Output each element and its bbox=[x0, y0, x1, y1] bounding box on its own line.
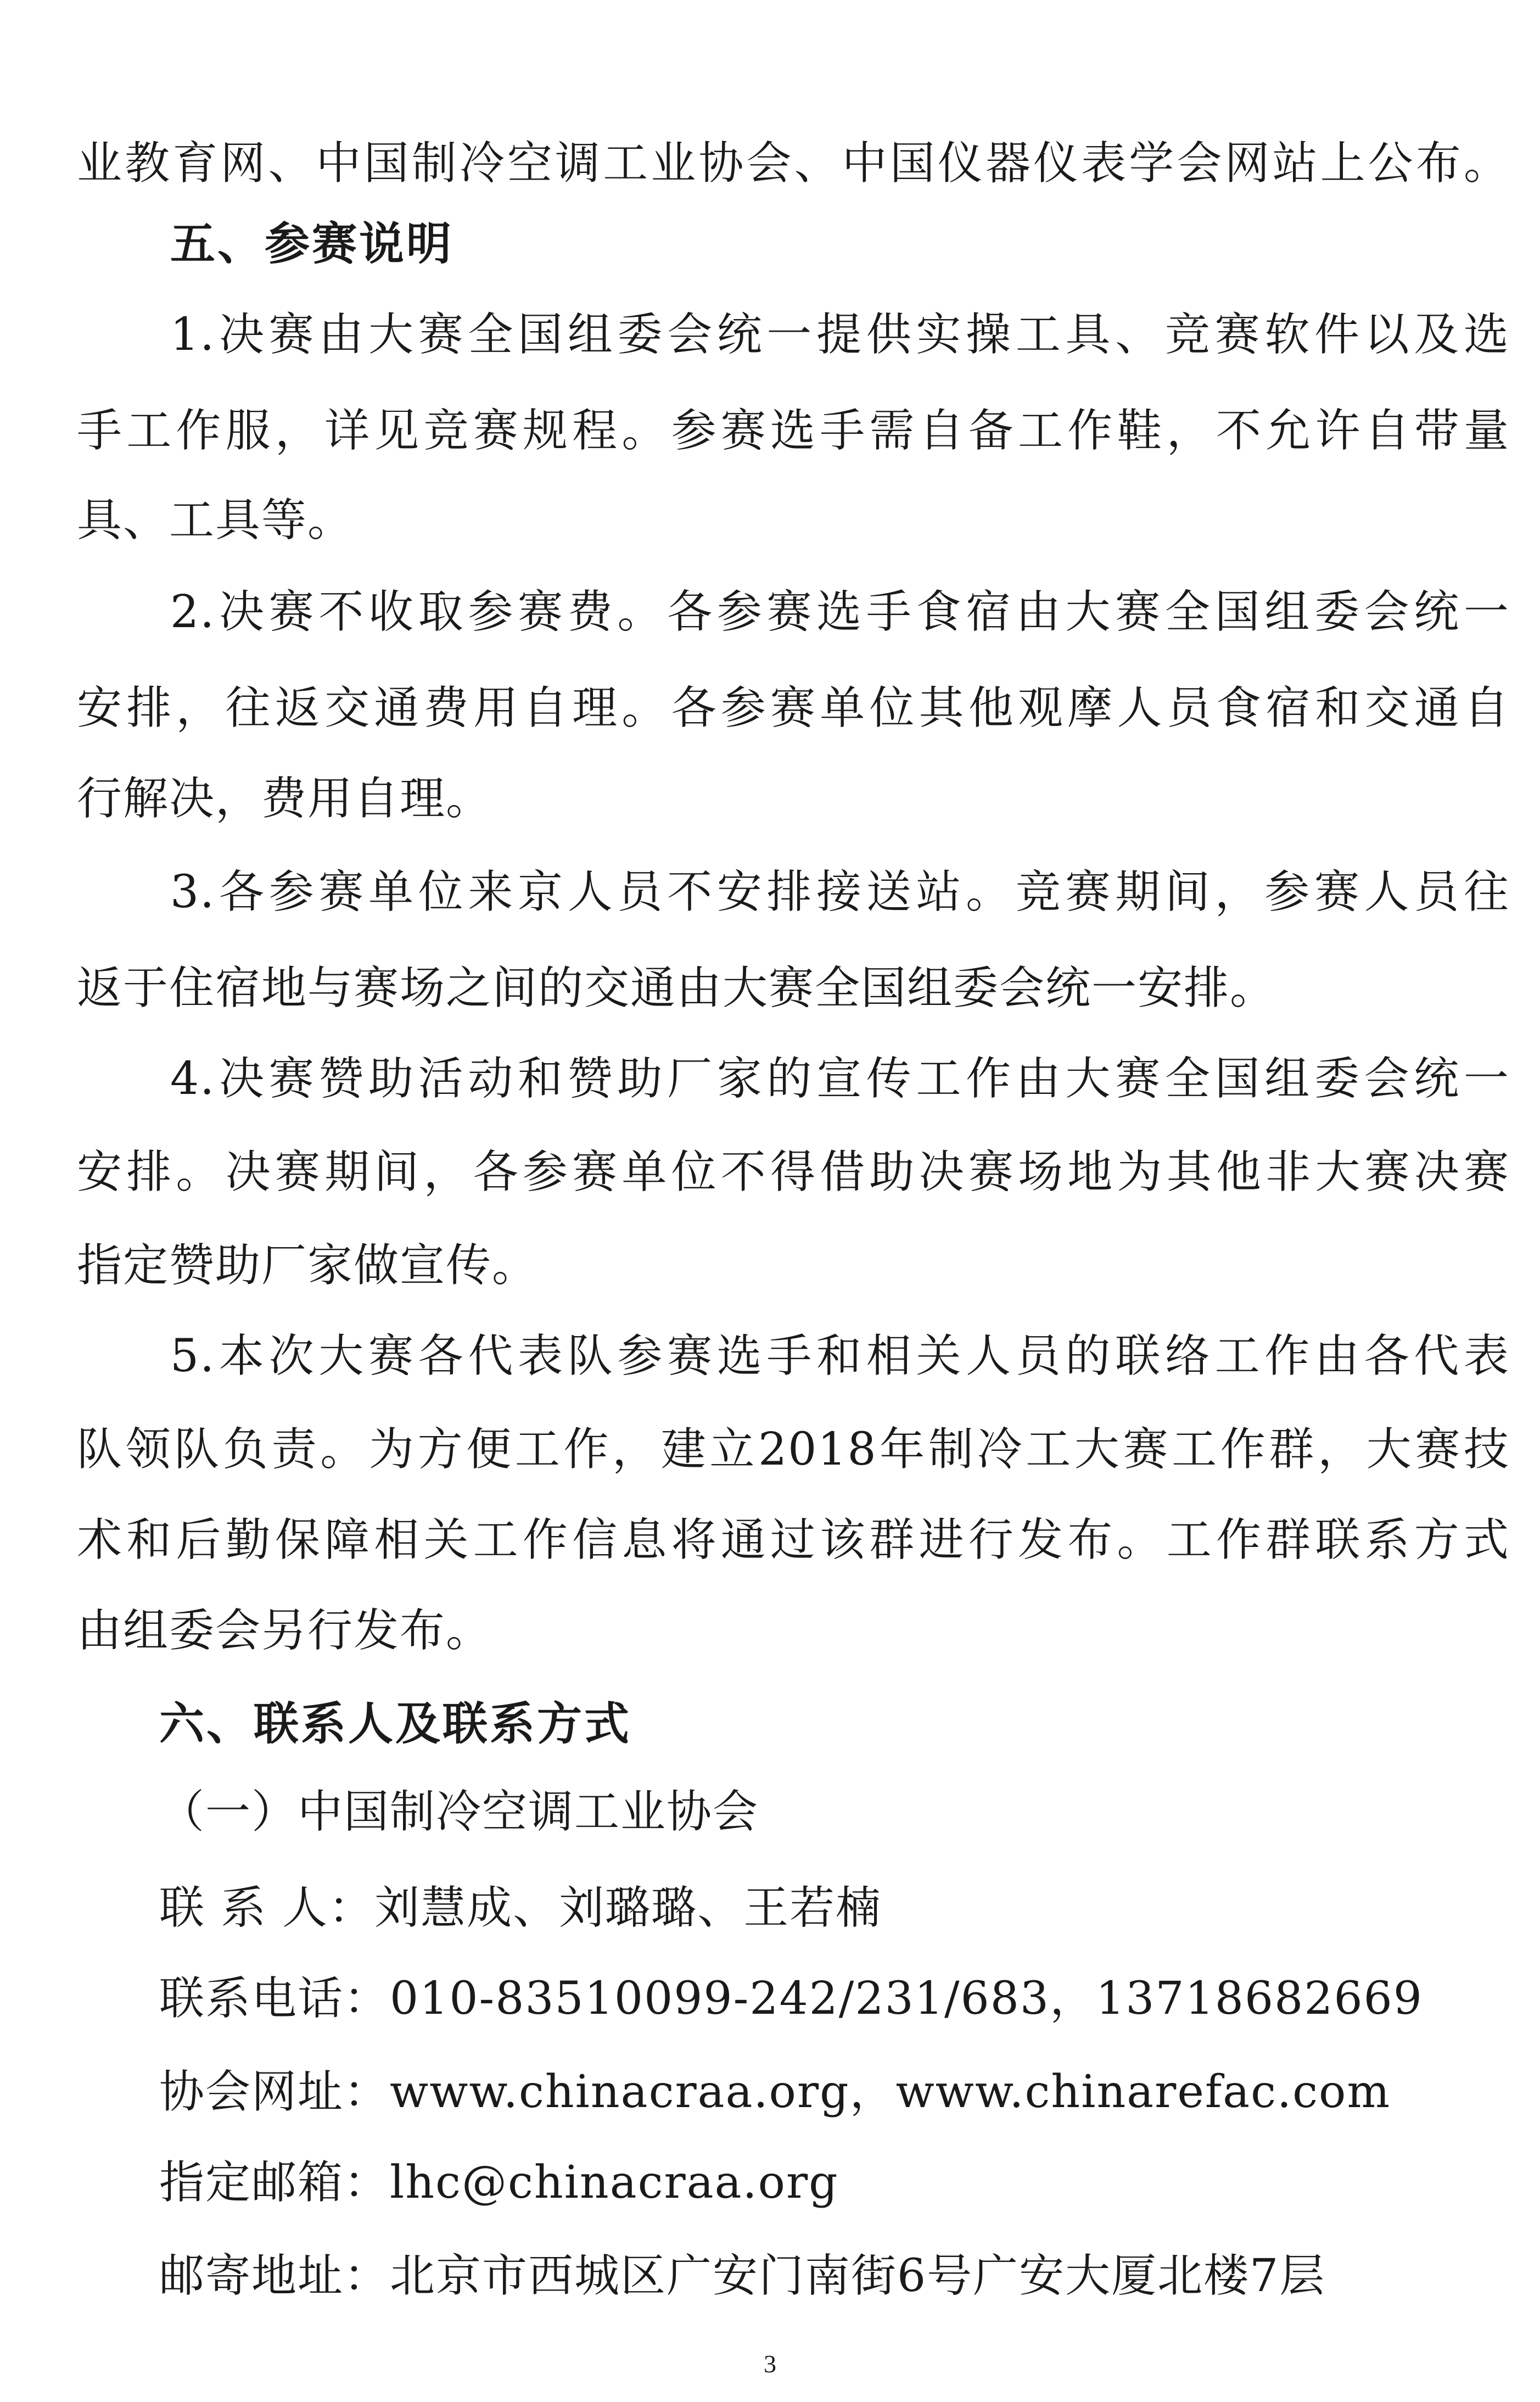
paragraph-line: 术和后勤保障相关工作信息将通过该群进行发布。工作群联系方式 bbox=[77, 1514, 1510, 1566]
paragraph-line: 安排，往返交通费用自理。各参赛单位其他观摩人员食宿和交通自 bbox=[77, 682, 1510, 734]
contact-email: 指定邮箱：lhc@chinacraa.org bbox=[159, 2157, 839, 2209]
mailing-address: 邮寄地址：北京市西城区广安门南街6号广安大厦北楼7层 bbox=[159, 2250, 1326, 2302]
paragraph-line: 手工作服，详见竞赛规程。参赛选手需自备工作鞋，不允许自带量 bbox=[77, 405, 1510, 457]
paragraph-line: 业教育网、中国制冷空调工业协会、中国仪器仪表学会网站上公布。 bbox=[77, 137, 1510, 189]
contact-phone: 联系电话：010-83510099-242/231/683，13718682669 bbox=[159, 1973, 1423, 2025]
paragraph-line: 具、工具等。 bbox=[77, 494, 354, 546]
paragraph-line: 安排。决赛期间，各参赛单位不得借助决赛场地为其他非大赛决赛 bbox=[77, 1146, 1510, 1198]
paragraph-line: 行解决，费用自理。 bbox=[77, 773, 492, 825]
organization-name: （一）中国制冷空调工业协会 bbox=[159, 1786, 759, 1838]
association-website: 协会网址：www.chinacraa.org，www.chinarefac.com bbox=[159, 2066, 1391, 2118]
paragraph-line: 2.决赛不收取参赛费。各参赛选手食宿由大赛全国组委会统一 bbox=[170, 586, 1510, 638]
paragraph-line: 返于住宿地与赛场之间的交通由大赛全国组委会统一安排。 bbox=[77, 962, 1276, 1014]
paragraph-line: 队领队负责。为方便工作，建立2018年制冷工大赛工作群，大赛技 bbox=[77, 1423, 1510, 1476]
page-number: 3 bbox=[764, 2350, 776, 2378]
paragraph-line: 1.决赛由大赛全国组委会统一提供实操工具、竞赛软件以及选 bbox=[170, 309, 1510, 361]
contact-person: 联 系 人：刘慧成、刘璐璐、王若楠 bbox=[159, 1882, 882, 1934]
paragraph-line: 4.决赛赞助活动和赞助厂家的宣传工作由大赛全国组委会统一 bbox=[170, 1053, 1510, 1105]
paragraph-line: 5.本次大赛各代表队参赛选手和相关人员的联络工作由各代表 bbox=[170, 1330, 1510, 1382]
section-heading-5: 五、参赛说明 bbox=[170, 218, 454, 270]
section-heading-6: 六、联系人及联系方式 bbox=[159, 1698, 632, 1750]
paragraph-line: 由组委会另行发布。 bbox=[77, 1605, 492, 1657]
paragraph-line: 指定赞助厂家做宣传。 bbox=[77, 1239, 539, 1292]
paragraph-line: 3.各参赛单位来京人员不安排接送站。竞赛期间，参赛人员往 bbox=[170, 866, 1510, 918]
